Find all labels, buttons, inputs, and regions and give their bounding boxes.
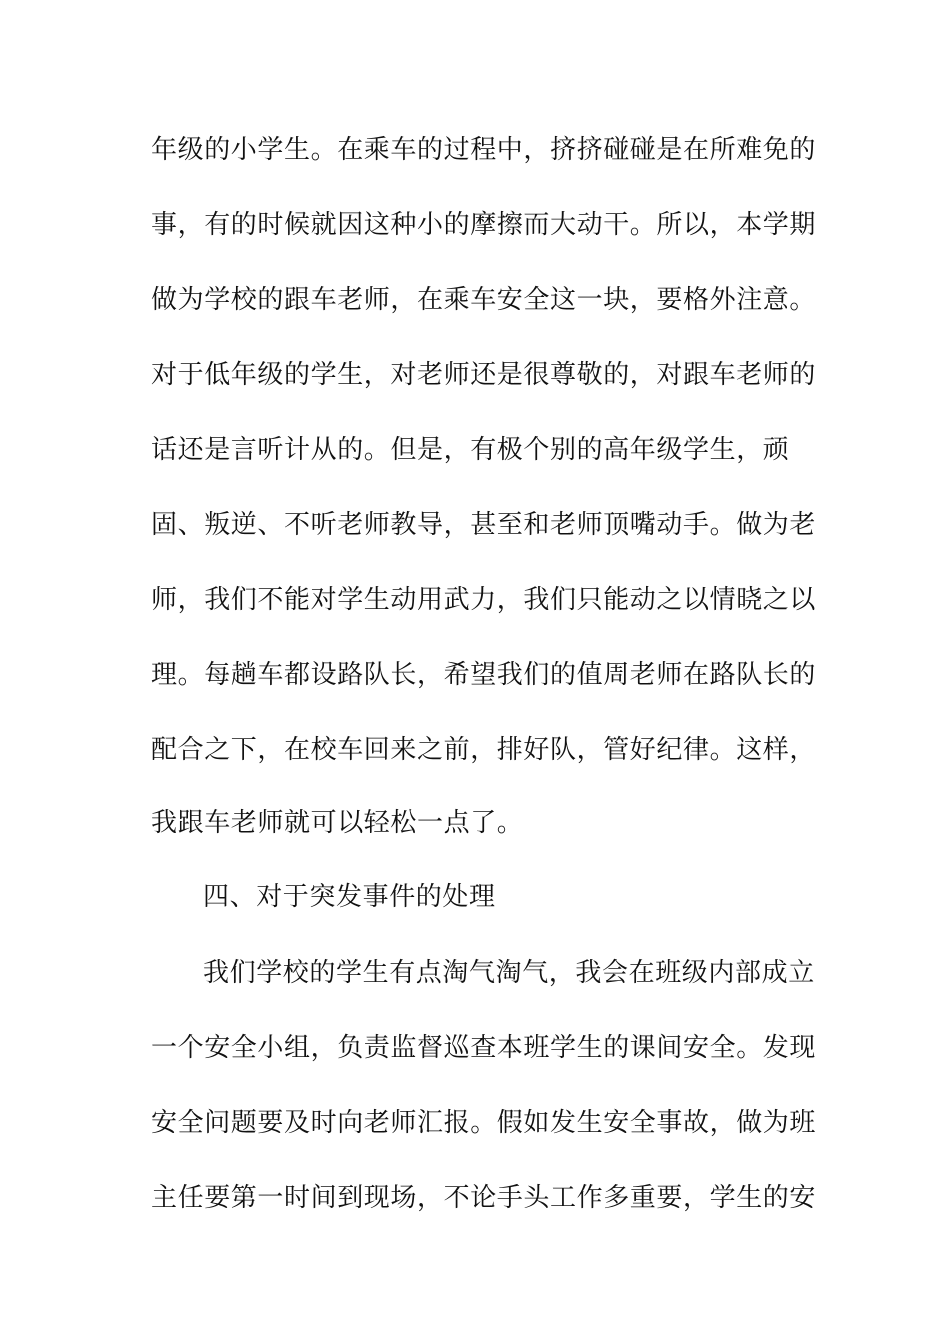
paragraph-line: 做为学校的跟车老师，在乘车安全这一块，要格外注意。: [151, 285, 817, 315]
paragraph-line: 配合之下，在校车回来之前，排好队，管好纪律。这样，: [151, 735, 817, 765]
paragraph-line: 我跟车老师就可以轻松一点了。: [151, 808, 524, 838]
paragraph-line: 师，我们不能对学生动用武力，我们只能动之以情晓之以: [151, 585, 817, 615]
section-heading: 四、对于突发事件的处理: [203, 882, 496, 912]
paragraph-line: 我们学校的学生有点淘气淘气，我会在班级内部成立: [203, 958, 815, 988]
paragraph-line: 事，有的时候就因这种小的摩擦而大动干。所以，本学期: [151, 210, 817, 240]
paragraph-line: 对于低年级的学生，对老师还是很尊敬的，对跟车老师的: [151, 360, 817, 390]
paragraph-line: 固、叛逆、不听老师教导，甚至和老师顶嘴动手。做为老: [151, 510, 817, 540]
paragraph-line: 理。每趟车都设路队长，希望我们的值周老师在路队长的: [151, 660, 817, 690]
paragraph-line: 主任要第一时间到现场，不论手头工作多重要，学生的安: [151, 1183, 817, 1213]
paragraph-line: 年级的小学生。在乘车的过程中，挤挤碰碰是在所难免的: [151, 135, 817, 165]
paragraph-line: 安全问题要及时向老师汇报。假如发生安全事故，做为班: [151, 1108, 817, 1138]
paragraph-line: 一个安全小组，负责监督巡查本班学生的课间安全。发现: [151, 1033, 817, 1063]
paragraph-line: 话还是言听计从的。但是，有极个别的高年级学生，顽: [151, 435, 790, 465]
